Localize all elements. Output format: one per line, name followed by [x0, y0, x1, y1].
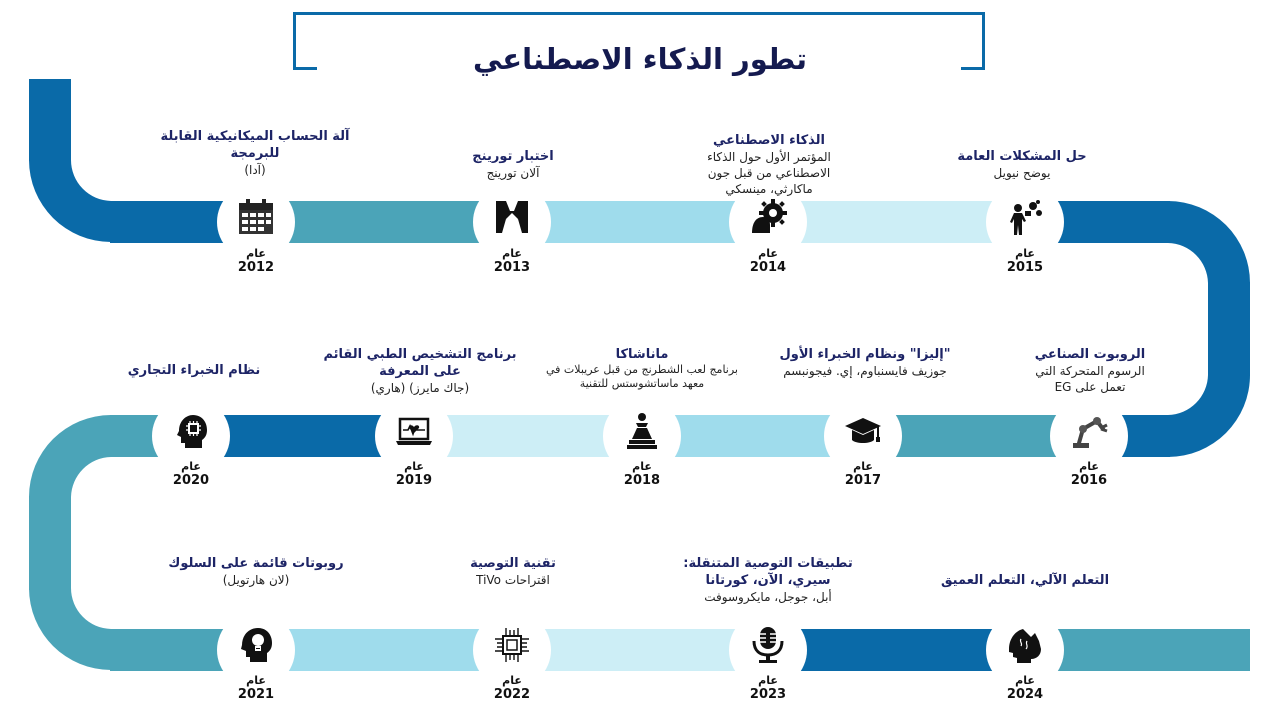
milestone-node-2018 [603, 397, 681, 488]
milestone-node-2022 [473, 611, 551, 702]
milestone-text-2014 [649, 132, 889, 197]
milestone-node-2019 [375, 397, 453, 488]
track-segment [29, 588, 111, 670]
person-problem-icon [1005, 197, 1045, 237]
milestone-node-2012 [217, 183, 295, 275]
milestone-subtext: (جاك مايرز) (هاري) [370, 381, 470, 395]
track-segment [29, 496, 71, 590]
year-word: عام [632, 460, 652, 473]
milestone-subtext: برنامج لعب الشطرنج من قبل عريبلات في معهد ماساتشوستس للتقنية [546, 363, 738, 390]
milestone-heading: نظام الخبراء التجاري [127, 363, 261, 378]
milestone-node-2015 [986, 183, 1064, 275]
milestone-heading: آلة الحساب الميكانيكية القابلة للبرمجة [160, 129, 350, 161]
year-label: 2024 [1006, 687, 1044, 702]
milestone-subtext: أبل، جوجل، مايكروسوفت [704, 590, 832, 604]
milestone-subtext: (آدا) [244, 163, 266, 177]
year-label: 2012 [237, 260, 275, 275]
chess-piece-icon [622, 411, 662, 451]
year-word: عام [502, 247, 522, 260]
milestone-subtext: (لان هارتويل) [222, 573, 290, 587]
track-segment [29, 160, 111, 242]
milestone-subtext: يوضح نيويل [993, 166, 1051, 180]
year-label: 2017 [844, 473, 882, 488]
milestone-text-2016 [970, 346, 1210, 395]
milestone-heading: برنامج التشخيص الطبي القائم على المعرفة [323, 347, 517, 379]
year-label: 2018 [623, 473, 661, 488]
year-word: عام [758, 247, 778, 260]
year-word: عام [758, 674, 778, 687]
head-brain-icon [1005, 625, 1045, 665]
year-word: عام [1079, 460, 1099, 473]
milestone-node-2017 [824, 397, 902, 488]
year-label: 2022 [493, 687, 531, 702]
year-label: 2020 [172, 473, 210, 488]
milestone-heading: اختبار تورينج [472, 149, 554, 164]
milestone-text-2013 [393, 148, 633, 181]
year-label: 2021 [237, 687, 275, 702]
robot-arm-icon [1069, 411, 1109, 451]
calendar-icon [236, 197, 276, 237]
year-word: عام [246, 674, 266, 687]
year-label: 2014 [749, 260, 787, 275]
milestone-heading: ماناشاكا [615, 347, 669, 362]
handshake-icon [492, 197, 532, 237]
year-word: عام [181, 460, 201, 473]
year-label: 2013 [493, 260, 531, 275]
year-word: عام [246, 247, 266, 260]
milestone-subtext: جوزيف فايسنباوم، إي. فيجونبسم [783, 364, 947, 378]
head-chip-icon [171, 411, 211, 451]
milestone-node-2013 [473, 183, 551, 275]
milestone-heading: الروبوت الصناعي [1034, 347, 1146, 362]
milestone-text-2017 [745, 346, 985, 379]
graduation-cap-icon [843, 411, 883, 451]
microphone-icon [748, 625, 788, 665]
track-segment [1168, 201, 1250, 283]
milestone-text-2021 [136, 555, 376, 588]
milestone-node-2016 [1050, 397, 1128, 488]
head-bulb-icon [236, 625, 276, 665]
milestone-text-2020 [74, 362, 314, 379]
milestone-heading: روبوتات قائمة على السلوك [168, 556, 344, 571]
milestone-subtext: آلان تورينج [486, 166, 540, 180]
milestone-text-2024 [905, 572, 1145, 589]
track-segment [29, 79, 71, 161]
year-label: 2023 [749, 687, 787, 702]
milestone-node-2020 [152, 397, 230, 488]
year-word: عام [502, 674, 522, 687]
laptop-heart-icon [394, 411, 434, 451]
year-word: عام [404, 460, 424, 473]
milestone-text-2022 [393, 555, 633, 588]
milestone-subtext: المؤتمر الأول حول الذكاء الاصطناعي من قبل جون ماكارثي، مينسكي [707, 150, 831, 196]
milestone-subtext: الرسوم المتحركة التي تعمل على EG [1035, 364, 1145, 394]
milestone-heading: تطبيقات التوصية المتنقلة: سيري، الآن، كورتانا [683, 556, 853, 588]
milestone-text-2019 [300, 346, 540, 396]
track-segment [1208, 282, 1250, 376]
milestone-text-2023 [648, 555, 888, 605]
milestone-text-2018 [522, 346, 762, 391]
milestone-heading: تقنية التوصية [470, 556, 556, 571]
milestone-node-2021 [217, 611, 295, 702]
year-word: عام [1015, 247, 1035, 260]
year-label: 2016 [1070, 473, 1108, 488]
track-segment [29, 415, 111, 497]
brain-gear-icon [748, 197, 788, 237]
milestone-text-2012 [135, 128, 375, 178]
year-word: عام [1015, 674, 1035, 687]
milestone-node-2023 [729, 611, 807, 702]
milestone-node-2024 [986, 611, 1064, 702]
year-word: عام [853, 460, 873, 473]
milestone-heading: الذكاء الاصطناعي [712, 133, 826, 148]
year-label: 2019 [395, 473, 433, 488]
milestone-heading: حل المشكلات العامة [957, 149, 1087, 164]
year-label: 2015 [1006, 260, 1044, 275]
milestone-heading: التعلم الآلي، التعلم العميق [940, 573, 1110, 588]
page-title: تطور الذكاء الاصطناعي [472, 42, 808, 76]
circuit-chip-icon [492, 625, 532, 665]
milestone-text-2015 [902, 148, 1142, 181]
milestone-subtext: اقتراحات TiVo [476, 573, 550, 587]
milestone-heading: "إليزا" ونظام الخبراء الأول [779, 347, 951, 362]
